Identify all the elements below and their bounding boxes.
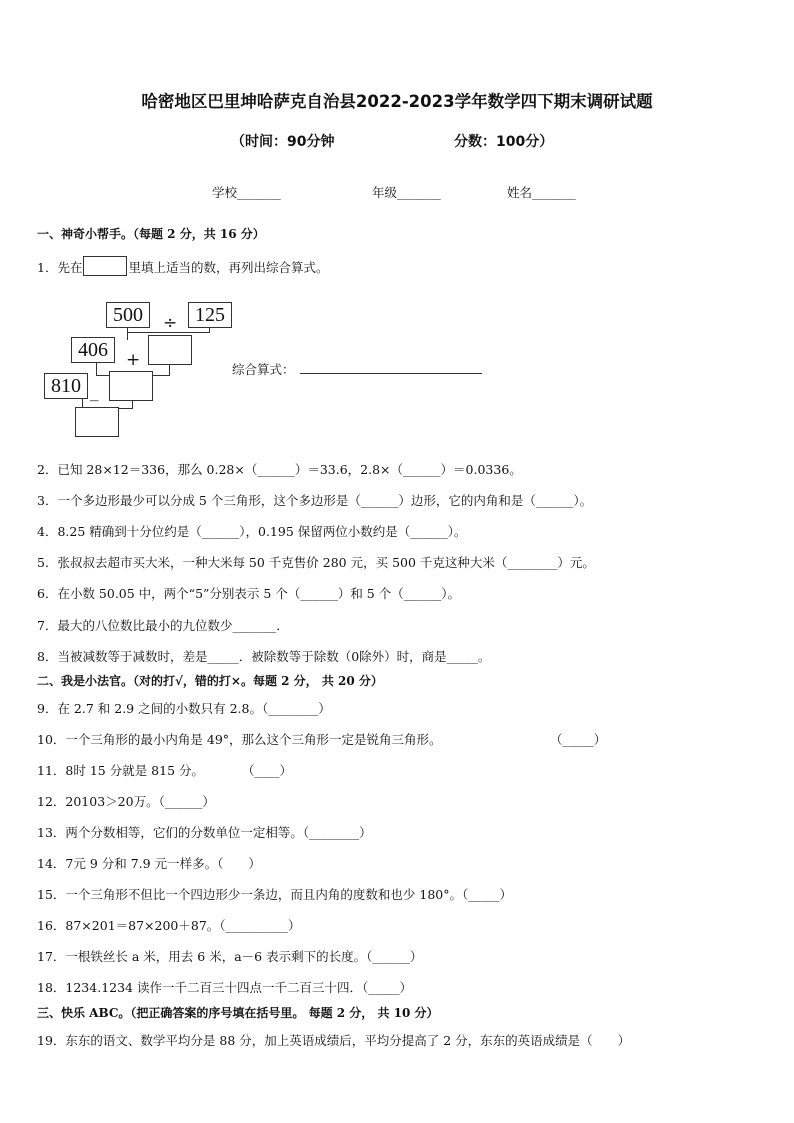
question-1 [37, 256, 328, 276]
plus-sign: + [126, 350, 141, 370]
question-2: 2．已知 28×12＝336，那么 0.28×（______）＝33.6，2.8×（______）＝0.0336。 [37, 462, 522, 477]
question-10-answer[interactable]: （_____） [550, 732, 607, 747]
q1-text-before: 1．先在 [37, 260, 83, 275]
question-11: 11．8时 15 分就是 815 分。 [37, 763, 205, 778]
question-18: 18．1234.1234 读作一千二百三十四点一千二百三十四．（_____） [37, 980, 412, 995]
question-7: 7．最大的八位数比最小的九位数少_______． [37, 618, 289, 633]
question-14: 14．7元 9 分和 7.9 元一样多。（ ） [37, 856, 261, 871]
school-blank: _______ [237, 185, 281, 200]
minus-sign: _ [90, 382, 99, 402]
question-8: 8．当被减数等于减数时，差是_____．被除数等于除数（0除外）时，商是_____。 [37, 649, 491, 664]
question-9: 9．在 2.7 和 2.9 之间的小数只有 2.8。（________） [37, 701, 331, 716]
formula-label: 综合算式： [232, 362, 295, 377]
q1-text-after: 里填上适当的数，再列出综合算式。 [128, 260, 329, 275]
answer-box[interactable] [83, 256, 127, 276]
grade-label: 年级 [372, 185, 398, 200]
number-box-500: 500 [106, 302, 150, 328]
question-11-answer[interactable]: （____） [242, 763, 293, 778]
question-12: 12．20103＞20万。（______） [37, 794, 215, 809]
number-box-125: 125 [188, 302, 232, 328]
school-field[interactable] [212, 183, 281, 201]
formula-answer-line[interactable] [300, 373, 482, 374]
number-box-810: 810 [44, 373, 88, 399]
section-2-heading: 二、我是小法官。（对的打√，错的打×。每题 2 分， 共 20 分） [37, 674, 383, 688]
number-box-406: 406 [71, 337, 115, 363]
question-5: 5．张叔叔去超市买大米，一种大米每 50 千克售价 280 元，买 500 千克这种大米（________）元。 [37, 555, 595, 570]
question-3: 3．一个多边形最少可以分成 5 个三角形，这个多边形是（______）边形，它的内角和是（______）。 [37, 493, 593, 508]
answer-box[interactable] [109, 371, 153, 401]
question-17: 17．一根铁丝长 a 米，用去 6 米，a－6 表示剩下的长度。（______） [37, 949, 423, 964]
section-1-heading: 一、神奇小帮手。（每题 2 分，共 16 分） [37, 227, 265, 241]
question-4: 4．8.25 精确到十分位约是（______），0.195 保留两位小数约是（______）。 [37, 524, 467, 539]
question-19: 19．东东的语文、数学平均分是 88 分，加上英语成绩后，平均分提高了 2 分，东东的英语成绩是（ ） [37, 1033, 631, 1048]
question-16: 16．87×201＝87×200＋87。（__________） [37, 918, 301, 933]
divide-sign: ÷ [163, 313, 178, 333]
name-blank: _______ [532, 185, 576, 200]
answer-box[interactable] [148, 335, 192, 365]
grade-blank: _______ [397, 185, 441, 200]
exam-time: （时间：90分钟 [231, 134, 335, 150]
question-15: 15．一个三角形不但比一个四边形少一条边，而且内角的度数和也少 180°。（_____） [37, 887, 512, 902]
exam-score: 分数：100分） [454, 134, 554, 150]
question-13: 13．两个分数相等，它们的分数单位一定相等。（________） [37, 825, 372, 840]
question-6: 6．在小数 50.05 中，两个“5”分别表示 5 个（______）和 5 个（______）。 [37, 586, 460, 601]
answer-box[interactable] [75, 407, 119, 437]
name-label: 姓名 [507, 185, 533, 200]
grade-field[interactable] [372, 183, 441, 201]
section-3-heading: 三、快乐 ABC。（把正确答案的序号填在括号里。 每题 2 分， 共 10 分） [37, 1006, 439, 1020]
school-label: 学校 [212, 185, 238, 200]
page-title: 哈密地区巴里坤哈萨克自治县2022-2023学年数学四下期末调研试题 [141, 92, 653, 111]
question-10: 10．一个三角形的最小内角是 49°，那么这个三角形一定是锐角三角形。 [37, 732, 442, 747]
name-field[interactable] [507, 183, 576, 201]
